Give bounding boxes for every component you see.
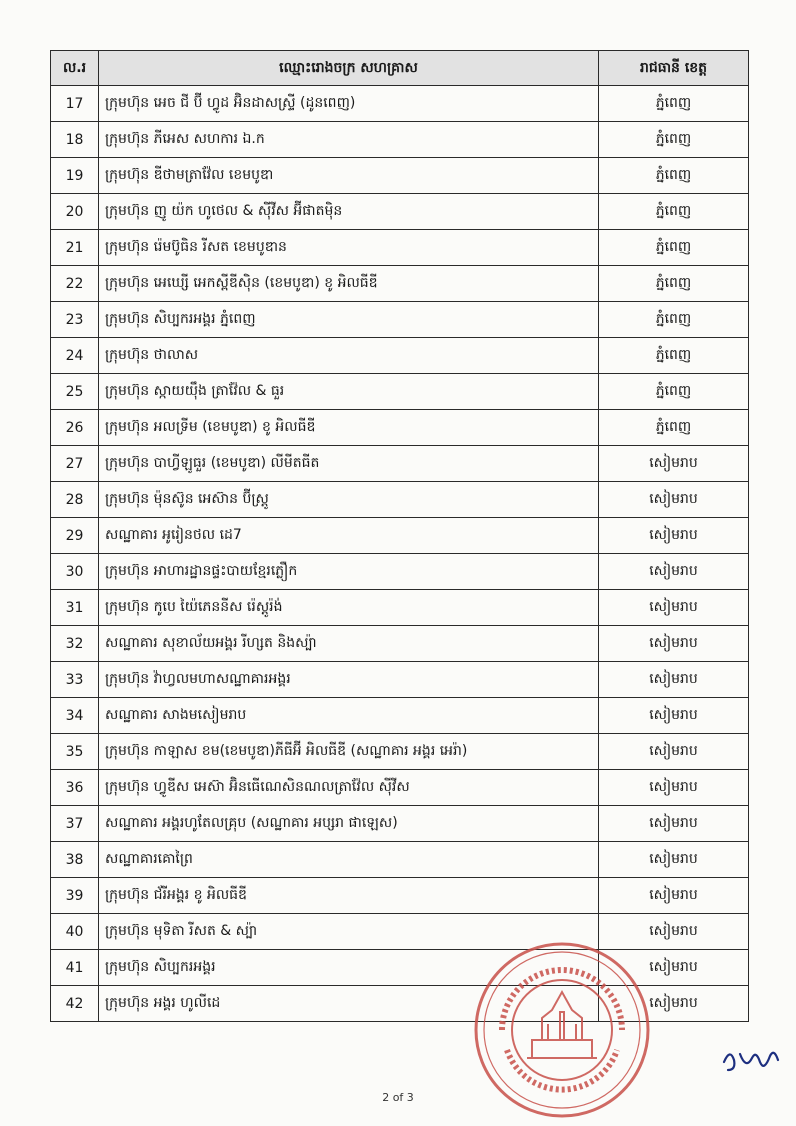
table-row — [51, 446, 749, 482]
row-province: សៀមរាប — [599, 986, 749, 1022]
company-name: ក្រុមហ៊ុន កាឡាស ខម(ខេមបូឌា)ភីធីអ៊ី អិលធីឌី (សណ្ឋាគារ អង្គរ អេរ៉ា) — [99, 734, 599, 770]
row-number: 38 — [51, 842, 99, 878]
row-province: សៀមរាប — [599, 554, 749, 590]
table-row — [51, 806, 749, 842]
table-row — [51, 626, 749, 662]
row-number: 25 — [51, 374, 99, 410]
table-body — [51, 86, 749, 1022]
row-number: 19 — [51, 158, 99, 194]
row-province: សៀមរាប — [599, 734, 749, 770]
company-name: សណ្ឋាគារ សាងមសៀមរាប — [99, 698, 599, 734]
row-number: 33 — [51, 662, 99, 698]
row-number: 34 — [51, 698, 99, 734]
row-number: 37 — [51, 806, 99, 842]
row-province: ភ្នំពេញ — [599, 338, 749, 374]
company-name: ក្រុមហ៊ុន មុទិតា រីសត & ស្ប៉ា — [99, 914, 599, 950]
row-number: 36 — [51, 770, 99, 806]
table-row — [51, 734, 749, 770]
company-name: ក្រុមហ៊ុន ស្កាយយ៉ឹង ត្រាវ៉ែល & ធួរ — [99, 374, 599, 410]
row-province: សៀមរាប — [599, 842, 749, 878]
table-row — [51, 230, 749, 266]
table-row — [51, 86, 749, 122]
company-name: ក្រុមហ៊ុន ថាលាស — [99, 338, 599, 374]
table-row — [51, 266, 749, 302]
table-row — [51, 590, 749, 626]
company-name: ក្រុមហ៊ុន សិប្បករអង្គរ ភ្នំពេញ — [99, 302, 599, 338]
row-number: 39 — [51, 878, 99, 914]
row-province: សៀមរាប — [599, 698, 749, 734]
row-province: សៀមរាប — [599, 950, 749, 986]
table-row — [51, 374, 749, 410]
row-province: ភ្នំពេញ — [599, 122, 749, 158]
page-number: 2 of 3 — [382, 1091, 414, 1104]
row-province: សៀមរាប — [599, 590, 749, 626]
table-row — [51, 698, 749, 734]
row-number: 41 — [51, 950, 99, 986]
company-name: សណ្ឋាគារគោព្រៃ — [99, 842, 599, 878]
row-number: 18 — [51, 122, 99, 158]
table-header-row — [51, 51, 749, 86]
row-number: 20 — [51, 194, 99, 230]
company-name: សណ្ឋាគារ អង្គរហូតែលគ្រុប (សណ្ឋាគារ អប្សរា ផាឡេស) — [99, 806, 599, 842]
row-province: សៀមរាប — [599, 770, 749, 806]
table-row — [51, 122, 749, 158]
row-province: សៀមរាប — [599, 878, 749, 914]
table-row — [51, 662, 749, 698]
row-number: 28 — [51, 482, 99, 518]
row-number: 27 — [51, 446, 99, 482]
header-province: រាជធានី ខេត្ត — [599, 51, 749, 86]
row-number: 32 — [51, 626, 99, 662]
row-number: 30 — [51, 554, 99, 590]
table-row — [51, 302, 749, 338]
header-no: ល.រ — [51, 51, 99, 86]
row-number: 40 — [51, 914, 99, 950]
row-province: ភ្នំពេញ — [599, 410, 749, 446]
company-name: ក្រុមហ៊ុន ជ័រីអង្គរ ខូ អិលធីឌី — [99, 878, 599, 914]
company-name: ក្រុមហ៊ុន អង្គរ ហូលីដេ — [99, 986, 599, 1022]
row-province: ភ្នំពេញ — [599, 302, 749, 338]
company-name: ក្រុមហ៊ុន អេឃ្សើ អេកស្ពីឌីស៊ិន (ខេមបូឌា) ខូ អិលធីឌី — [99, 266, 599, 302]
row-number: 24 — [51, 338, 99, 374]
table-row — [51, 410, 749, 446]
table-row — [51, 554, 749, 590]
table-row — [51, 482, 749, 518]
handwritten-initials — [720, 1040, 784, 1080]
table-row — [51, 770, 749, 806]
company-table — [50, 50, 749, 1022]
row-number: 29 — [51, 518, 99, 554]
company-name: ក្រុមហ៊ុន អាហារដ្ឋានផ្ទះបាយខ្មែរភ្លឿក — [99, 554, 599, 590]
company-name: ក្រុមហ៊ុន រ៉េមប៊ូធិន រីសត ខេមបូឌាន — [99, 230, 599, 266]
company-name: ក្រុមហ៊ុន ហ្វូឌីស អេស៊ា អ៊ិនធើណេសិនណលត្រាវ៉ែល ស៊ីវីស — [99, 770, 599, 806]
table-row — [51, 518, 749, 554]
company-name: ក្រុមហ៊ុន សិប្បករអង្គរ — [99, 950, 599, 986]
row-province: សៀមរាប — [599, 914, 749, 950]
row-province: ភ្នំពេញ — [599, 266, 749, 302]
table-row — [51, 158, 749, 194]
company-name: ក្រុមហ៊ុន ញូ យ៉ក ហូថេល & ស៊ីវីស អ៊ីផាតម៉ិន — [99, 194, 599, 230]
company-name: ក្រុមហ៊ុន កូបេ យ៉ៃភេននីស រ៉េស្តូរ៉ង់ — [99, 590, 599, 626]
table-row — [51, 842, 749, 878]
company-name: ក្រុមហ៊ុន ភីអេស សហការ ឯ.ក — [99, 122, 599, 158]
company-name: ក្រុមហ៊ុន ម៉ុនស៊ូន អេស៊ាន ប៊ីស្ត្រូ — [99, 482, 599, 518]
table-row — [51, 338, 749, 374]
row-province: សៀមរាប — [599, 806, 749, 842]
row-province: សៀមរាប — [599, 662, 749, 698]
row-number: 35 — [51, 734, 99, 770]
table-row — [51, 194, 749, 230]
row-province: សៀមរាប — [599, 446, 749, 482]
company-name: ក្រុមហ៊ុន ឌីថាមត្រាវ៉ែល ខេមបូឌា — [99, 158, 599, 194]
company-name: ក្រុមហ៊ុន បាហ្វីឡូធួរ (ខេមបូឌា) លីមីតធីត — [99, 446, 599, 482]
row-number: 22 — [51, 266, 99, 302]
company-name: ក្រុមហ៊ុន អលទ្រីម (ខេមបូឌា) ខូ អិលធីឌី — [99, 410, 599, 446]
header-name: ឈ្មោះរោងចក្រ សហគ្រាស — [99, 51, 599, 86]
row-number: 17 — [51, 86, 99, 122]
company-name: សណ្ឋាគារ សុខាល័យអង្គរ រីហ្សត និងស្ប៉ា — [99, 626, 599, 662]
row-number: 21 — [51, 230, 99, 266]
row-number: 23 — [51, 302, 99, 338]
row-province: ភ្នំពេញ — [599, 158, 749, 194]
row-province: ភ្នំពេញ — [599, 194, 749, 230]
company-name: ក្រុមហ៊ុន វ៉ាហ្វលមហាសណ្ឋាគារអង្គរ — [99, 662, 599, 698]
row-province: សៀមរាប — [599, 482, 749, 518]
table-row — [51, 878, 749, 914]
row-number: 31 — [51, 590, 99, 626]
row-province: សៀមរាប — [599, 626, 749, 662]
row-province: ភ្នំពេញ — [599, 230, 749, 266]
row-province: ភ្នំពេញ — [599, 374, 749, 410]
row-province: សៀមរាប — [599, 518, 749, 554]
row-province: ភ្នំពេញ — [599, 86, 749, 122]
company-name: ក្រុមហ៊ុន អេច ជី ប៊ី ហ្វូដ អ៊ិនដាសស្ទ្រី (ដូនពេញ) — [99, 86, 599, 122]
company-name: សណ្ឋាគារ អូរៀនថល ដេ7 — [99, 518, 599, 554]
row-number: 42 — [51, 986, 99, 1022]
row-number: 26 — [51, 410, 99, 446]
